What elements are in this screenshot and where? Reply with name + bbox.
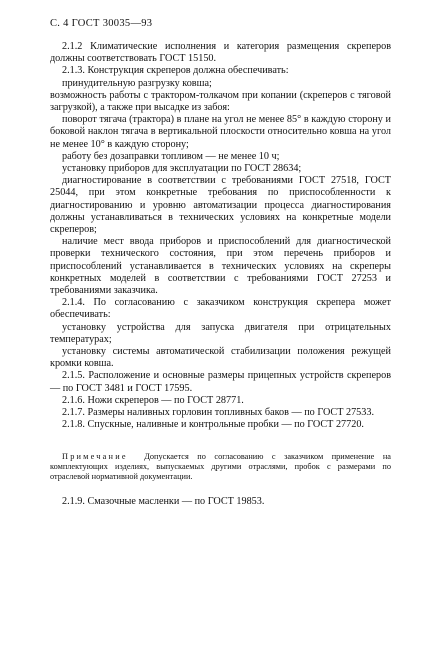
paragraph: 2.1.8. Спускные, наливные и контрольные пробки — по ГОСТ 27720.	[62, 419, 364, 431]
note-lead: Примечание	[62, 451, 128, 461]
paragraph: наличие мест ввода приборов и приспособлений для диагностической проверки технического состояния, при этом перечень приборов и приспособлений устанавливается в технических условиях на скреперы конкретных моделей в соответствии с требованиями ГОСТ 27253 и требованиями заказчика.	[50, 236, 391, 297]
paragraph: 2.1.3. Конструкция скреперов должна обеспечивать:	[62, 65, 289, 77]
paragraph: установку устройства для запуска двигателя при отрицательных температурах;	[50, 321, 391, 345]
document-body	[50, 41, 391, 508]
page-header: С. 4 ГОСТ 30035—93	[50, 18, 153, 29]
paragraph: установку приборов для эксплуатации по ГОСТ 28634;	[62, 163, 302, 175]
paragraph-last: 2.1.9. Смазочные масленки — по ГОСТ 19853.	[62, 495, 265, 507]
paragraph: 2.1.4. По согласованию с заказчиком конструкция скрепера может обеспечивать:	[50, 297, 391, 321]
paragraph: работу без дозаправки топливом — не менее 10 ч;	[62, 150, 280, 162]
paragraph: 2.1.7. Размеры наливных горловин топливных баков — по ГОСТ 27533.	[62, 407, 375, 419]
note-text: Допускается по согласованию с заказчиком применение на комплектующих изделиях, выпускаемых другими отраслями, пробок с размерами по отраслевой нормативной документации.	[50, 451, 391, 481]
spacer	[50, 432, 391, 442]
note	[50, 452, 391, 482]
paragraph: установку системы автоматической стабилизации положения режущей кромки ковша.	[50, 346, 391, 370]
paragraph: 2.1.6. Ножи скреперов — по ГОСТ 28771.	[62, 394, 244, 406]
paragraph: принудительную разгрузку ковша;	[62, 77, 212, 89]
paragraph: диагностирование в соответствии с требованиями ГОСТ 27518, ГОСТ 25044, при этом конкретные требования по приспособленности к диагностированию и уровню автоматизации процесса диагностирования должны устанавливаться в технических условиях на конкретные модели скреперов;	[50, 175, 391, 236]
paragraph: 2.1.2 Климатические исполнения и категория размещения скреперов должны соответствовать ГОСТ 15150.	[50, 41, 391, 65]
paragraph: поворот тягача (трактора) в плане на угол не менее 85° в каждую сторону и боковой наклон тягача в вертикальной плоскости относительно ковша на угол не менее 10° в каждую сторону;	[50, 114, 391, 150]
paragraph: 2.1.5. Расположение и основные размеры прицепных устройств скреперов — по ГОСТ 3481 и ГОСТ 17595.	[50, 370, 391, 394]
paragraph: возможность работы с трактором-толкачом при копании (скреперов с тяговой загрузкой), а также при высадке из забоя:	[50, 89, 391, 114]
